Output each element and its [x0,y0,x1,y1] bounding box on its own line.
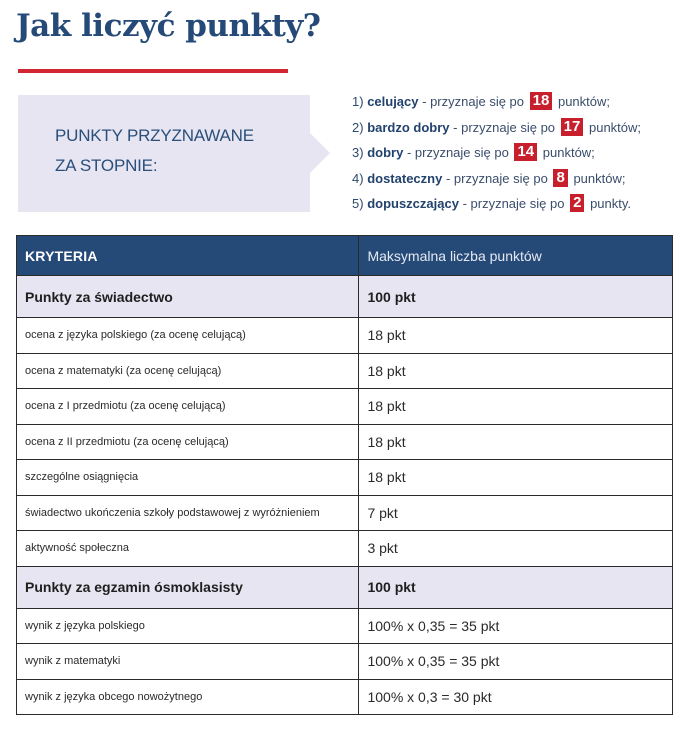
criterion-cell: ocena z I przedmiotu (za ocenę celującą) [17,389,359,425]
grade-suffix: punktów; [557,94,611,109]
table-row [17,679,673,715]
points-badge: 2 [570,194,584,212]
value-cell: 18 pkt [359,460,673,496]
grade-suffix: punkty. [590,196,632,211]
value-cell: 100% x 0,3 = 30 pkt [359,679,673,715]
grade-name: dobry [367,145,404,160]
grade-name: celujący [367,94,419,109]
section-title: Punkty za egzamin ósmoklasisty [17,566,359,608]
criterion-cell: świadectwo ukończenia szkoły podstawowej z wyróżnieniem [17,495,359,531]
table-row [17,460,673,496]
title-underline [18,69,288,73]
section-total: 100 pkt [359,276,673,318]
page-title: Jak liczyć punkty? [16,8,321,44]
grade-number: 3) [352,145,364,160]
grade-text: - przyznaje się po [406,145,509,160]
callout-text [55,121,254,181]
points-badge: 14 [514,143,537,161]
section-total: 100 pkt [359,566,673,608]
grade-name: bardzo dobry [367,119,450,135]
value-cell: 18 pkt [359,424,673,460]
grade-item [352,192,641,218]
grade-text: - przyznaje się po [453,119,556,135]
section-row-exam [17,566,673,608]
value-cell: 18 pkt [359,353,673,389]
grade-number: 1) [352,94,364,109]
table-row [17,318,673,354]
section-row-certificate [17,276,673,318]
grade-name: dopuszczający [367,196,459,211]
value-cell: 100% x 0,35 = 35 pkt [359,608,673,644]
grade-suffix: punktów; [542,145,595,160]
table-row [17,424,673,460]
column-header-max-points: Maksymalna liczba punktów [359,236,673,276]
table-row [17,353,673,389]
grade-suffix: punktów; [573,170,626,186]
criterion-cell: wynik z języka obcego nowożytnego [17,679,359,715]
value-cell: 18 pkt [359,389,673,425]
criterion-cell: ocena z języka polskiego (za ocenę celującą) [17,318,359,354]
criterion-cell: ocena z II przedmiotu (za ocenę celującą) [17,424,359,460]
criterion-cell: ocena z matematyki (za ocenę celującą) [17,353,359,389]
value-cell: 100% x 0,35 = 35 pkt [359,644,673,680]
column-header-criteria: KRYTERIA [17,236,359,276]
criterion-cell: wynik z matematyki [17,644,359,680]
points-badge: 18 [530,92,553,110]
value-cell: 18 pkt [359,318,673,354]
value-cell: 3 pkt [359,531,673,567]
grade-item [352,90,641,116]
callout-line-1: PUNKTY PRZYZNAWANE [55,126,254,145]
grade-text: - przyznaje się po [462,196,565,211]
value-cell: 7 pkt [359,495,673,531]
points-badge: 8 [553,169,567,187]
grade-text: - przyznaje się po [445,170,548,186]
table-row [17,389,673,425]
section-title: Punkty za świadectwo [17,276,359,318]
table-row [17,495,673,531]
grade-item [352,141,641,167]
grades-list [352,90,641,218]
grade-item [352,167,641,193]
callout-line-2: ZA STOPNIE: [55,156,158,175]
points-table [16,235,673,715]
criterion-cell: wynik z języka polskiego [17,608,359,644]
grade-number: 2) [352,119,364,135]
grade-name: dostateczny [367,170,443,186]
grade-number: 4) [352,170,364,186]
grade-text: - przyznaje się po [422,94,525,109]
grade-number: 5) [352,196,364,211]
points-badge: 17 [561,118,584,136]
grade-item [352,116,641,142]
table-row [17,608,673,644]
criterion-cell: aktywność społeczna [17,531,359,567]
grade-suffix: punktów; [588,119,642,135]
table-header-row [17,236,673,276]
table-row [17,531,673,567]
criterion-cell: szczególne osiągnięcia [17,460,359,496]
callout-box [18,95,310,212]
table-row [17,644,673,680]
